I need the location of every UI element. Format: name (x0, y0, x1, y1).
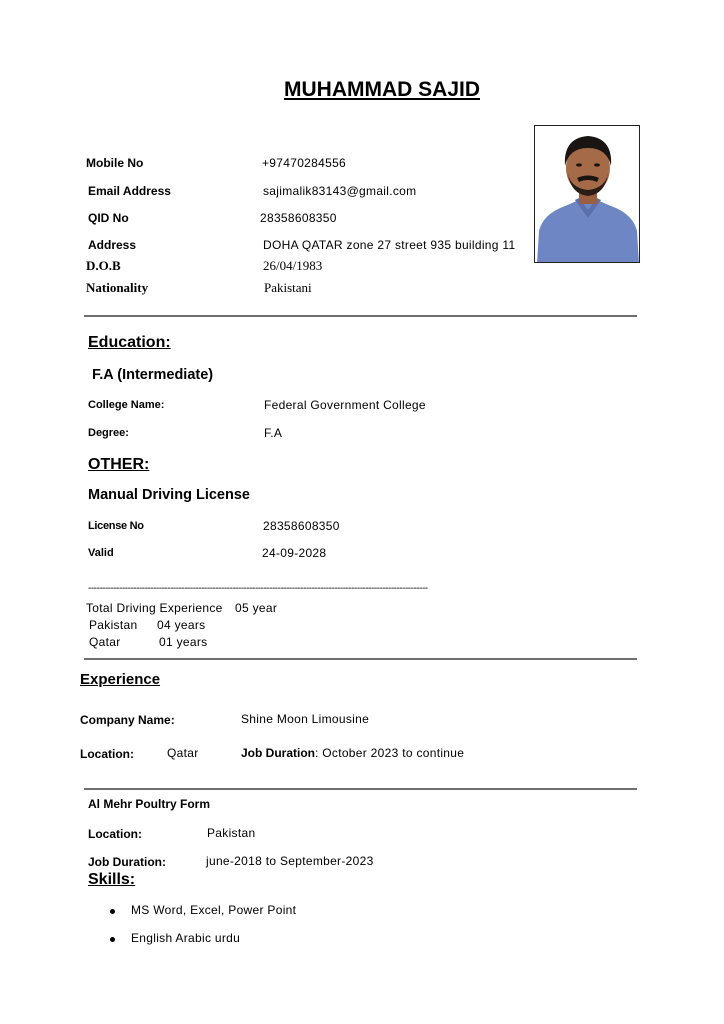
divider (84, 315, 637, 317)
license-no-label: License No (88, 520, 144, 532)
qid-value: 28358608350 (260, 211, 337, 225)
dob-value: 26/04/1983 (263, 258, 323, 273)
divider (84, 788, 637, 790)
address-label: Address (88, 238, 137, 252)
company-label: Company Name: (80, 713, 175, 727)
location2-label: Location: (88, 827, 142, 841)
college-label: College Name: (88, 399, 165, 411)
total-experience-value: 05 year (235, 601, 278, 615)
skills-heading: Skills: (88, 871, 136, 888)
total-experience-label: Total Driving Experience (86, 601, 223, 615)
dob-label: D.O.B (86, 258, 121, 273)
resume-name: MUHAMMAD SAJID (284, 78, 480, 101)
skill-item: English Arabic urdu (131, 931, 241, 945)
valid-value: 24-09-2028 (262, 546, 327, 560)
location-label: Location: (80, 747, 134, 761)
profile-photo-image (535, 126, 640, 263)
skill-item: MS Word, Excel, Power Point (131, 903, 297, 917)
bullet-icon (110, 937, 115, 942)
job-duration (241, 746, 464, 760)
nationality-label: Nationality (86, 280, 149, 295)
job-duration2-label: Job Duration: (88, 855, 166, 869)
email-value: sajimalik83143@gmail.com (263, 184, 417, 198)
license-no-value: 28358608350 (263, 519, 340, 533)
education-heading: Education: (88, 334, 171, 351)
location-value: Qatar (167, 746, 199, 760)
degree-value: F.A (264, 426, 283, 440)
experience-heading: Experience (80, 671, 161, 688)
job-duration2-value: june-2018 to September-2023 (206, 854, 374, 868)
job-duration-label: Job Duration (241, 746, 315, 760)
qatar-experience-label: Qatar (89, 635, 121, 649)
email-label: Email Address (88, 184, 171, 198)
job-duration-value: : October 2023 to continue (315, 746, 465, 760)
mobile-value: +97470284556 (262, 156, 347, 170)
company-value: Shine Moon Limousine (241, 712, 370, 726)
company2-name: Al Mehr Poultry Form (88, 797, 211, 811)
college-value: Federal Government College (264, 398, 426, 412)
pakistan-experience-label: Pakistan (89, 618, 138, 632)
address-value: DOHA QATAR zone 27 street 935 building 11 (263, 238, 516, 252)
pakistan-experience-value: 04 years (157, 618, 206, 632)
license-title: Manual Driving License (88, 487, 250, 503)
bullet-icon (110, 909, 115, 914)
nationality-value: Pakistani (264, 280, 312, 295)
dashed-separator: ------------------------------------------------------------------------------------------------------------------------ (88, 583, 428, 594)
qid-label: QID No (88, 211, 129, 225)
mobile-label: Mobile No (86, 156, 144, 170)
education-qualification: F.A (Intermediate) (92, 367, 214, 383)
divider (84, 658, 637, 660)
qatar-experience-value: 01 years (159, 635, 208, 649)
degree-label: Degree: (88, 427, 129, 439)
valid-label: Valid (88, 547, 114, 559)
other-heading: OTHER: (88, 456, 150, 473)
location2-value: Pakistan (207, 826, 256, 840)
profile-photo (534, 125, 640, 263)
